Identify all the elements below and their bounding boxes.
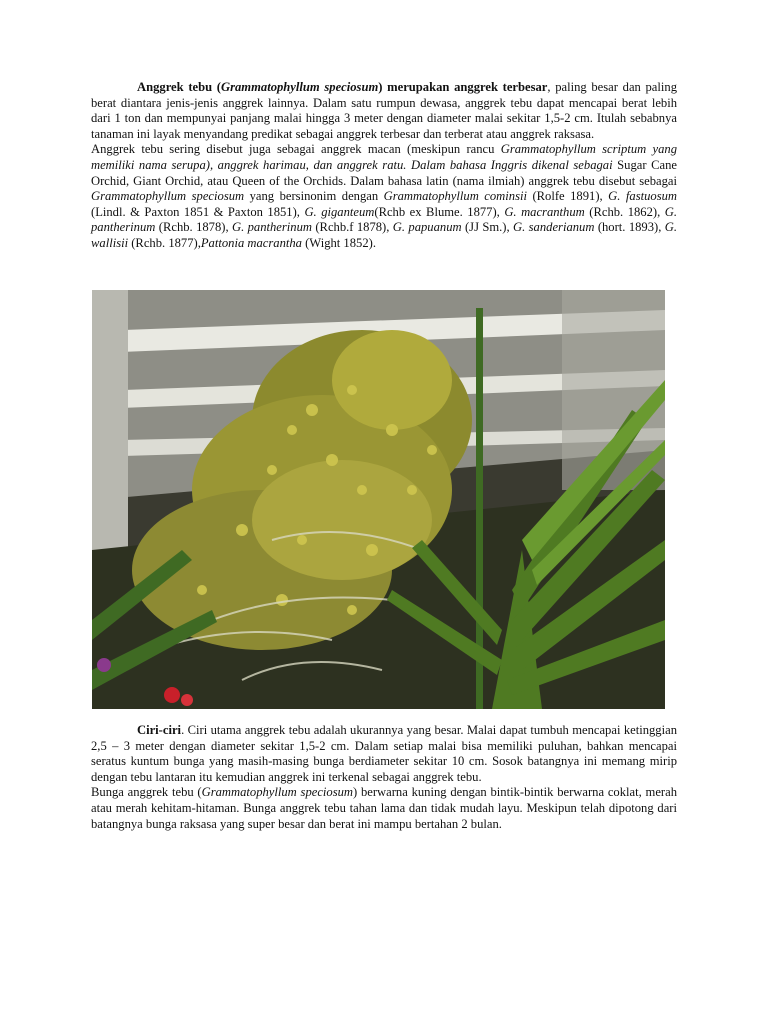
text-run: (Lindl. & Paxton 1851 & Paxton 1851),: [91, 204, 305, 219]
intro-section: [91, 80, 677, 252]
text-run: (Wight 1852).: [301, 235, 376, 250]
species-name: Grammatophyllum speciosum: [221, 80, 379, 94]
text-run: ) berwarna kuning dengan bintik-bintik berwarna coklat, merah atau merah kehitam-hitaman. Bunga anggrek tebu tahan lama dan tidak mudah layu. Meskipun telah dipotong dari batangnya bunga raksasa yang super besar dan berat ini mampu bertahan 2 bulan.: [91, 785, 677, 831]
text-run: Anggrek tebu sering disebut juga sebagai anggrek macan (meskipun rancu: [91, 142, 501, 157]
text-run: (hort. 1893),: [594, 220, 665, 235]
text-run: (Rchb. 1877),: [128, 235, 201, 250]
orchid-photo: [92, 290, 665, 709]
italic-run: G. fastuosum: [608, 189, 677, 204]
synonyms-paragraph: [91, 142, 677, 251]
intro-text: , paling besar dan paling berat diantara jenis-jenis anggrek lainnya. Dalam satu rumpun dewasa, anggrek tebu dapat mencapai berat lebih dari 1 ton dan mempunyai panjang malai hingga 3 meter dengan diameter malai sekitar 1,5-2 cm. Itulah sebabnya tanaman ini layak menyandang predikat sebagai anggrek terbesar dan terberat atau anggrek raksasa.: [91, 80, 677, 141]
italic-run: G. papuanum: [392, 220, 462, 235]
italic-run: G. wallisii: [91, 220, 677, 250]
characteristics-paragraph: [91, 723, 677, 785]
text-run: (Rchb. 1862),: [584, 204, 665, 219]
orchid-photo-illustration: [92, 290, 665, 709]
text-run: Bunga anggrek tebu (: [91, 785, 202, 800]
flower-paragraph: [91, 785, 677, 832]
characteristics-heading: Ciri-ciri: [137, 723, 182, 737]
italic-run: G. giganteum: [304, 204, 375, 219]
italic-run: G. pantherinum: [231, 220, 312, 235]
italic-run: G. sanderianum: [513, 220, 595, 235]
italic-run: Grammatophyllum cominsii: [383, 189, 527, 204]
text-run: Sugar Cane Orchid, Giant Orchid, atau Queen of the Orchids. Dalam bahasa latin (nama ilmiah) anggrek tebu disebut sebagai: [91, 157, 677, 188]
text-run: (Rchb. 1878),: [155, 220, 232, 235]
text-run: yang bersinonim dengan: [244, 189, 384, 204]
italic-run: Grammatophyllum speciosum: [201, 785, 354, 800]
intro-bold-claim: ) merupakan anggrek terbesar: [378, 80, 548, 94]
italic-run: Grammatophyllum scriptum yang memiliki nama serupa), anggrek harimau, dan anggrek ratu. Dalam bahasa Inggris dikenal sebagai: [91, 142, 677, 172]
characteristics-text: . Ciri utama anggrek tebu adalah ukurannya yang besar. Malai dapat tumbuh mencapai ketinggian 2,5 – 3 meter dengan diameter sekitar 1,5-2 cm. Dalam setiap malai bisa memiliki puluhan, bahkan mencapai seratus kuntum bunga yang masih-masing bunga berdiameter sekitar 10 cm. Sosok batangnya ini memang mirip dengan tebu lantaran itu kemudian anggrek ini terkenal sebagai anggrek tebu.: [91, 723, 677, 784]
intro-bold-lead: Anggrek tebu (: [137, 80, 222, 94]
italic-run: G. macranthum: [504, 204, 585, 219]
text-run: (Rchb ex Blume. 1877),: [374, 204, 505, 219]
italic-run: G. pantherinum: [91, 204, 677, 235]
text-run: (Rchb.f 1878),: [311, 220, 393, 235]
italic-run: Pattonia macrantha: [200, 235, 302, 250]
characteristics-section: [91, 723, 677, 832]
text-run: (Rolfe 1891),: [526, 189, 609, 204]
italic-run: Grammatophyllum speciosum: [91, 189, 245, 204]
text-run: (JJ Sm.),: [461, 220, 514, 235]
intro-paragraph: [91, 80, 677, 142]
